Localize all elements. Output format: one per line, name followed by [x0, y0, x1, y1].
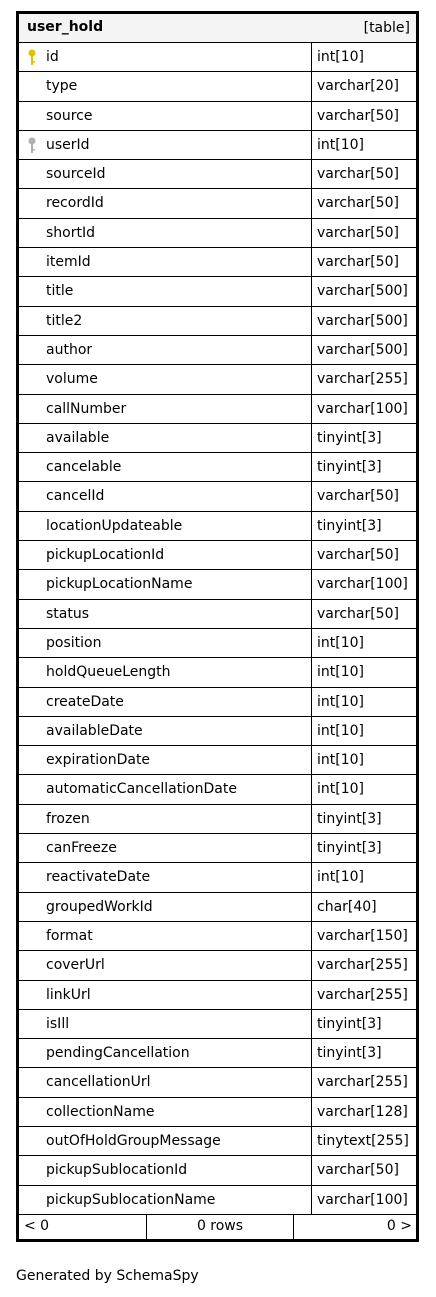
column-type: varchar[255]: [317, 1074, 408, 1091]
foreign-key-icon: [27, 137, 37, 155]
column-name: coverUrl: [46, 957, 105, 974]
column-row: [19, 981, 416, 1010]
primary-key-icon: [27, 49, 37, 67]
column-row: [19, 219, 416, 248]
column-type: int[10]: [317, 752, 364, 769]
column-divider: [311, 277, 312, 305]
column-divider: [311, 600, 312, 628]
column-divider: [311, 746, 312, 774]
column-row: [19, 453, 416, 482]
column-divider: [311, 863, 312, 891]
column-type: varchar[50]: [317, 107, 399, 124]
column-divider: [311, 453, 312, 481]
column-divider: [311, 160, 312, 188]
column-divider: [311, 131, 312, 159]
column-name: createDate: [46, 693, 124, 710]
column-name: cancellationUrl: [46, 1074, 151, 1091]
column-row: [19, 395, 416, 424]
column-row: [19, 1068, 416, 1097]
column-row: [19, 336, 416, 365]
column-type: varchar[100]: [317, 1191, 408, 1208]
column-name: pickupSublocationId: [46, 1162, 188, 1179]
column-divider: [311, 1010, 312, 1038]
generated-by-note: Generated by SchemaSpy: [16, 1268, 199, 1284]
column-row: [19, 512, 416, 541]
next-rows-count: 0 >: [386, 1218, 412, 1234]
column-type: varchar[500]: [317, 312, 408, 329]
table-kind: [table]: [363, 20, 410, 36]
column-divider: [311, 72, 312, 100]
column-type: tinyint[3]: [317, 517, 382, 534]
column-row: [19, 893, 416, 922]
column-name: reactivateDate: [46, 869, 151, 886]
table-name: user_hold: [27, 19, 104, 35]
column-type: varchar[100]: [317, 400, 408, 417]
column-name: status: [46, 605, 90, 622]
column-type: tinyint[3]: [317, 840, 382, 857]
column-divider: [311, 1039, 312, 1067]
column-divider: [311, 189, 312, 217]
column-type: varchar[50]: [317, 605, 399, 622]
column-type: varchar[128]: [317, 1103, 408, 1120]
column-row: [19, 277, 416, 306]
column-name: type: [46, 78, 78, 95]
column-divider: [311, 775, 312, 803]
column-type: varchar[50]: [317, 195, 399, 212]
column-name: pickupSublocationName: [46, 1191, 216, 1208]
column-divider: [311, 1098, 312, 1126]
column-divider: [311, 629, 312, 657]
column-type: int[10]: [317, 634, 364, 651]
column-name: position: [46, 634, 102, 651]
column-name: pendingCancellation: [46, 1045, 190, 1062]
column-divider: [311, 482, 312, 510]
column-name: expirationDate: [46, 752, 151, 769]
column-type: varchar[255]: [317, 986, 408, 1003]
column-type: varchar[255]: [317, 957, 408, 974]
column-type: varchar[50]: [317, 488, 399, 505]
column-row: [19, 424, 416, 453]
column-name: title: [46, 283, 74, 300]
column-type: varchar[500]: [317, 341, 408, 358]
column-name: source: [46, 107, 93, 124]
column-name: author: [46, 341, 93, 358]
column-divider: [311, 922, 312, 950]
column-divider: [311, 365, 312, 393]
row-count: 0 rows: [196, 1218, 244, 1234]
column-row: [19, 600, 416, 629]
column-name: recordId: [46, 195, 104, 212]
column-row: [19, 658, 416, 687]
column-name: cancelId: [46, 488, 105, 505]
column-type: int[10]: [317, 136, 364, 153]
column-name: pickupLocationName: [46, 576, 193, 593]
column-divider: [311, 248, 312, 276]
column-name: holdQueueLength: [46, 664, 171, 681]
column-type: varchar[50]: [317, 254, 399, 271]
column-type: char[40]: [317, 898, 377, 915]
column-divider: [311, 951, 312, 979]
column-type: varchar[50]: [317, 224, 399, 241]
column-name: groupedWorkId: [46, 898, 153, 915]
column-type: tinyint[3]: [317, 459, 382, 476]
column-divider: [311, 1127, 312, 1155]
column-divider: [311, 1186, 312, 1214]
column-divider: [311, 834, 312, 862]
column-name: id: [46, 49, 59, 65]
table-node-user-hold: [16, 11, 419, 1242]
column-divider: [311, 336, 312, 364]
column-row: [19, 688, 416, 717]
column-row: [19, 307, 416, 336]
column-name: callNumber: [46, 400, 127, 417]
column-row: [19, 160, 416, 189]
column-row: [19, 1098, 416, 1127]
column-type: int[10]: [317, 49, 364, 65]
column-row: [19, 775, 416, 804]
table-footer: [19, 1215, 416, 1239]
column-row: [19, 834, 416, 863]
column-name: canFreeze: [46, 840, 117, 857]
column-name: cancelable: [46, 459, 122, 476]
column-type: tinyint[3]: [317, 429, 382, 446]
column-row: [19, 43, 416, 72]
column-name: locationUpdateable: [46, 517, 183, 534]
column-divider: [311, 43, 312, 71]
column-row: [19, 570, 416, 599]
column-divider: [311, 541, 312, 569]
column-row: [19, 717, 416, 746]
column-row: [19, 1127, 416, 1156]
column-divider: [311, 307, 312, 335]
column-row: [19, 951, 416, 980]
column-row: [19, 805, 416, 834]
column-row: [19, 131, 416, 160]
column-type: int[10]: [317, 722, 364, 739]
column-type: varchar[50]: [317, 166, 399, 183]
column-row: [19, 863, 416, 892]
column-name: outOfHoldGroupMessage: [46, 1132, 221, 1149]
column-row: [19, 1010, 416, 1039]
column-row: [19, 365, 416, 394]
column-type: tinyint[3]: [317, 1045, 382, 1062]
column-row: [19, 1156, 416, 1185]
column-name: automaticCancellationDate: [46, 781, 237, 798]
column-row: [19, 922, 416, 951]
column-row: [19, 102, 416, 131]
column-divider: [311, 102, 312, 130]
column-row: [19, 482, 416, 511]
column-type: varchar[50]: [317, 547, 399, 564]
column-name: format: [46, 927, 93, 944]
column-divider: [311, 1156, 312, 1184]
column-type: tinytext[255]: [317, 1132, 409, 1149]
column-name: sourceId: [46, 166, 106, 183]
column-divider: [311, 219, 312, 247]
column-name: frozen: [46, 810, 90, 827]
column-type: int[10]: [317, 664, 364, 681]
column-type: varchar[150]: [317, 927, 408, 944]
column-row: [19, 1039, 416, 1068]
column-divider: [311, 570, 312, 598]
column-name: pickupLocationId: [46, 547, 165, 564]
column-name: itemId: [46, 254, 91, 271]
column-name: userId: [46, 136, 90, 153]
column-divider: [311, 688, 312, 716]
column-divider: [311, 658, 312, 686]
column-divider: [311, 395, 312, 423]
column-type: varchar[255]: [317, 371, 408, 388]
column-divider: [311, 717, 312, 745]
column-divider: [311, 981, 312, 1009]
column-row: [19, 248, 416, 277]
column-type: varchar[100]: [317, 576, 408, 593]
column-divider: [311, 512, 312, 540]
column-type: varchar[20]: [317, 78, 399, 95]
column-name: title2: [46, 312, 83, 329]
column-name: volume: [46, 371, 98, 388]
column-row: [19, 629, 416, 658]
column-type: tinyint[3]: [317, 1015, 382, 1032]
column-list: [19, 43, 416, 1215]
table-header: [19, 14, 416, 43]
column-type: int[10]: [317, 869, 364, 886]
column-row: [19, 746, 416, 775]
column-row: [19, 541, 416, 570]
footer-divider: [293, 1215, 294, 1239]
column-divider: [311, 893, 312, 921]
column-name: collectionName: [46, 1103, 155, 1120]
column-name: isIll: [46, 1015, 70, 1032]
column-row: [19, 1186, 416, 1215]
column-type: int[10]: [317, 693, 364, 710]
column-divider: [311, 424, 312, 452]
column-divider: [311, 805, 312, 833]
column-name: availableDate: [46, 722, 143, 739]
column-name: linkUrl: [46, 986, 91, 1003]
column-type: varchar[500]: [317, 283, 408, 300]
column-row: [19, 189, 416, 218]
prev-rows-count: < 0: [24, 1218, 50, 1234]
column-row: [19, 72, 416, 101]
column-name: available: [46, 429, 110, 446]
column-type: tinyint[3]: [317, 810, 382, 827]
column-type: varchar[50]: [317, 1162, 399, 1179]
column-type: int[10]: [317, 781, 364, 798]
column-name: shortId: [46, 224, 95, 241]
column-divider: [311, 1068, 312, 1096]
